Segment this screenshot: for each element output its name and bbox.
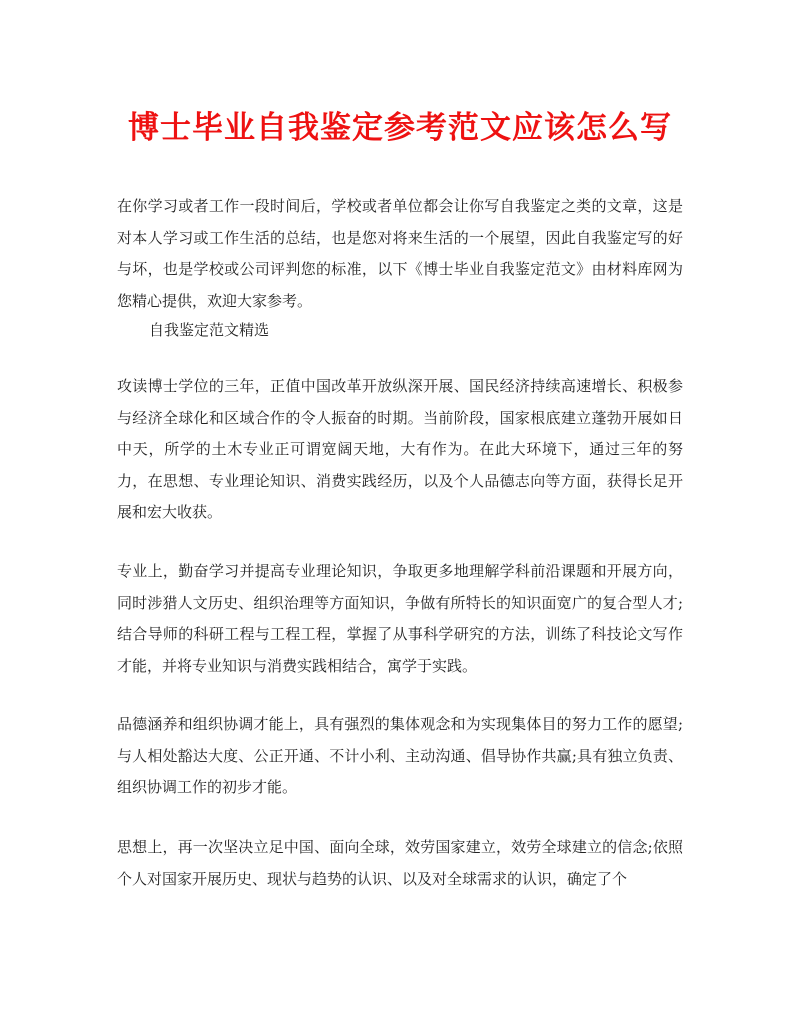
body-paragraph-2: 专业上，勤奋学习并提高专业理论知识，争取更多地理解学科前沿课题和开展方向，同时涉猎人文历史、组织治理等方面知识，争做有所特长的知识面宽广的复合型人才;结合导师的科研工程与工程工程，掌握了从事科学研究的方法，训练了科技论文写作才能，并将专业知识与消费实践相结合，寓学于实践。 bbox=[117, 562, 683, 675]
intro-paragraph: 在你学习或者工作一段时间后，学校或者单位都会让你写自我鉴定之类的文章，这是对本人学习或工作生活的总结，也是您对将来生活的一个展望，因此自我鉴定写的好与坏，也是学校或公司评判您的标准，以下《博士毕业自我鉴定范文》由材料库网为您精心提供，欢迎大家参考。 bbox=[117, 197, 683, 310]
body-paragraph-1: 攻读博士学位的三年，正值中国改革开放纵深开展、国民经济持续高速增长、积极参与经济全球化和区域合作的令人振奋的时期。当前阶段，国家根底建立蓬勃开展如日中天，所学的土木专业正可谓宽阔天地，大有作为。在此大环境下，通过三年的努力，在思想、专业理论知识、消费实践经历，以及个人品德志向等方面，获得长足开展和宏大收获。 bbox=[117, 377, 683, 521]
body-paragraph-4: 思想上，再一次坚决立足中国、面向全球，效劳国家建立，效劳全球建立的信念;依照个人对国家开展历史、现状与趋势的认识、以及对全球需求的认识，确定了个 bbox=[117, 838, 683, 888]
document-title: 博士毕业自我鉴定参考范文应该怎么写 bbox=[128, 110, 672, 146]
section-subheading: 自我鉴定范文精选 bbox=[149, 321, 270, 339]
body-paragraph-3: 品德涵养和组织协调才能上，具有强烈的集体观念和为实现集体目的努力工作的愿望;与人相处豁达大度、公正开通、不计小利、主动沟通、倡导协作共赢;具有独立负责、组织协调工作的初步才能。 bbox=[117, 715, 683, 796]
